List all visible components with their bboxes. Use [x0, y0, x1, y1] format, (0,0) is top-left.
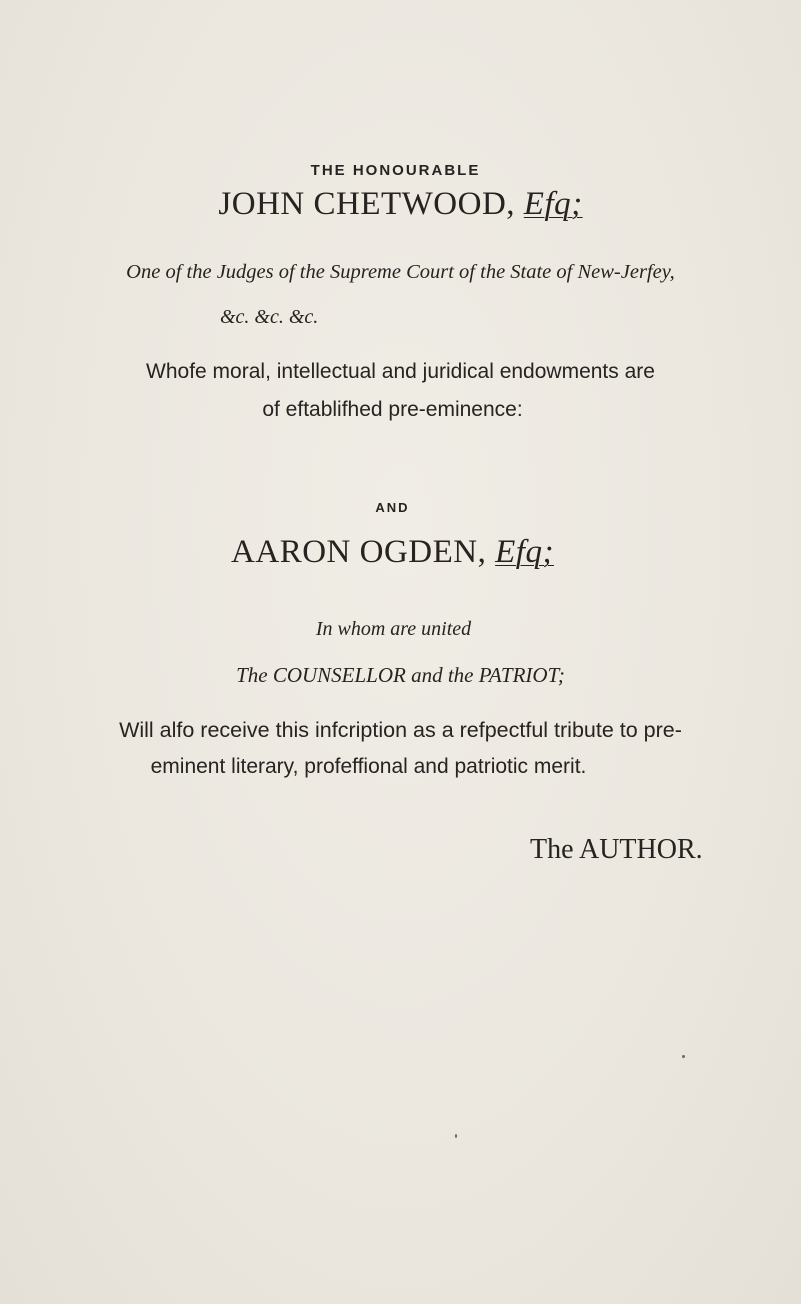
etcetera-line: &c. &c. &c. — [220, 306, 319, 328]
second-dedicatee-name: AARON OGDEN, — [231, 534, 487, 570]
and-conjunction: AND — [375, 500, 410, 515]
author-signature: The AUTHOR. — [530, 834, 703, 865]
page-speck — [455, 1134, 457, 1138]
page-speck — [682, 1055, 685, 1058]
second-dedicatee-esq: Efq; — [495, 534, 554, 570]
honourable-heading: THE HONOURABLE — [310, 162, 481, 179]
closing-line-1: Will alfo receive this infcription as a refpectful tribute to pre- — [119, 718, 682, 742]
second-dedicatee-line — [0, 534, 793, 571]
first-dedicatee-line — [0, 186, 801, 223]
closing-line-2: eminent literary, profeffional and patriotic merit. — [150, 755, 587, 778]
praise-line-1: Whofe moral, intellectual and juridical endowments are — [146, 360, 655, 383]
praise-line-2: of eftablifhed pre-eminence: — [262, 398, 523, 421]
first-dedicatee-esq: Efq; — [523, 186, 583, 222]
united-line: In whom are united — [315, 618, 472, 640]
office-line: One of the Judges of the Supreme Court of the State of New-Jerfey, — [126, 261, 675, 283]
first-dedicatee-name: JOHN CHETWOOD, — [218, 186, 516, 222]
counsellor-patriot-line: The COUNSELLOR and the PATRIOT; — [236, 663, 565, 687]
